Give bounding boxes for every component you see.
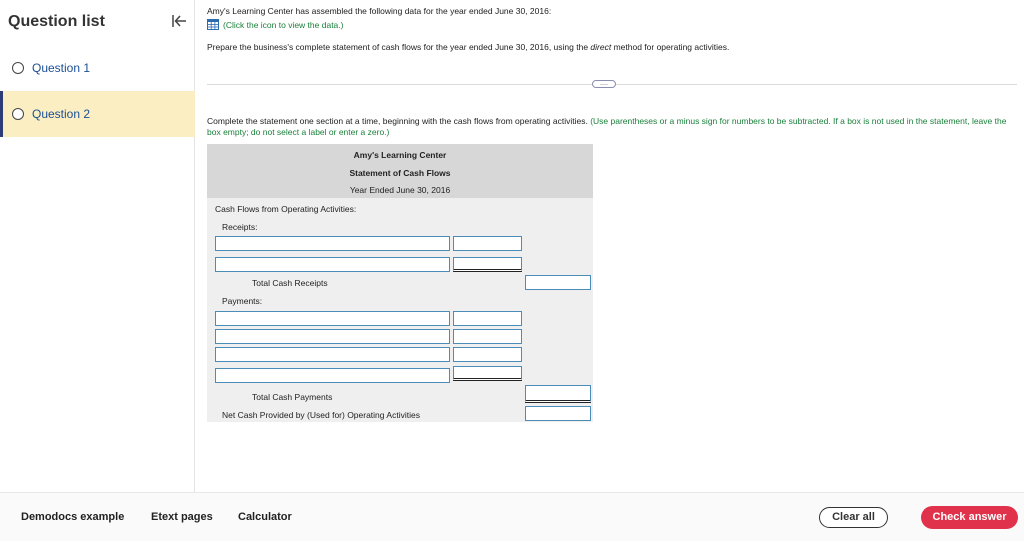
radio-icon	[12, 108, 24, 120]
statement-header	[207, 144, 593, 198]
statement-period: Year Ended June 30, 2016	[349, 185, 451, 195]
sidebar-title: Question list	[8, 13, 105, 30]
payment-3-label-field[interactable]	[215, 347, 450, 362]
expand-handle[interactable]: ....	[592, 80, 616, 88]
payment-1-amount-field[interactable]	[453, 311, 522, 326]
question-intro: Amy's Learning Center has assembled the following data for the year ended June 30, 2016:	[207, 6, 552, 16]
payment-4-label-field[interactable]	[215, 368, 450, 383]
receipt-2-label-field[interactable]	[215, 257, 450, 272]
etext-pages-link[interactable]: Etext pages	[151, 511, 213, 523]
question-list-sidebar	[0, 0, 195, 492]
payment-4-amount-field[interactable]	[453, 366, 522, 381]
total-payments-field[interactable]	[525, 385, 591, 403]
statement-title: Statement of Cash Flows	[349, 168, 451, 178]
payment-2-amount-field[interactable]	[453, 329, 522, 344]
view-data-link[interactable]	[207, 19, 343, 30]
check-answer-button[interactable]: Check answer	[921, 506, 1018, 529]
payments-label: Payments:	[222, 296, 263, 306]
radio-icon	[12, 62, 24, 74]
net-cash-label: Net Cash Provided by (Used for) Operating Activities	[222, 410, 420, 420]
total-payments-label: Total Cash Payments	[252, 392, 333, 402]
question-1-label: Question 1	[32, 61, 91, 75]
table-icon[interactable]	[207, 19, 219, 30]
sidebar-item-question-2[interactable]	[0, 91, 195, 137]
instruction-text: Complete the statement one section at a time, beginning with the cash flows from operating activities.	[207, 116, 591, 126]
payment-2-label-field[interactable]	[215, 329, 450, 344]
prepare-text-b: method for operating activities.	[611, 42, 730, 52]
sidebar-item-question-1[interactable]	[0, 46, 195, 90]
prepare-text-emphasis: direct	[590, 42, 612, 52]
receipt-2-amount-field[interactable]	[453, 257, 522, 272]
answer-instruction	[207, 116, 1012, 138]
clear-all-button[interactable]: Clear all	[819, 507, 888, 528]
calculator-link[interactable]: Calculator	[238, 511, 292, 523]
payment-1-label-field[interactable]	[215, 311, 450, 326]
receipts-label: Receipts:	[222, 222, 258, 232]
receipt-1-label-field[interactable]	[215, 236, 450, 251]
prepare-text-a: Prepare the business's complete statement of cash flows for the year ended June 30, 2016, using the	[207, 42, 591, 52]
bottom-toolbar	[0, 492, 1024, 541]
net-cash-field[interactable]	[525, 406, 591, 421]
total-receipts-label: Total Cash Receipts	[252, 278, 328, 288]
payment-3-amount-field[interactable]	[453, 347, 522, 362]
receipt-1-amount-field[interactable]	[453, 236, 522, 251]
total-receipts-field[interactable]	[525, 275, 591, 290]
demodocs-example-link[interactable]: Demodocs example	[21, 511, 125, 523]
operating-section-label: Cash Flows from Operating Activities:	[215, 204, 357, 214]
collapse-left-icon[interactable]	[170, 12, 188, 30]
prepare-instruction	[207, 42, 729, 52]
cash-flow-statement	[207, 144, 593, 422]
view-data-text[interactable]: (Click the icon to view the data.)	[223, 19, 344, 30]
question-2-label: Question 2	[32, 107, 91, 121]
instruction-note: (Use parentheses or a minus sign for numbers to be subtracted. If a box is not used in the statement, leave the box empty; do not select a label or enter a zero.)	[207, 116, 1007, 137]
statement-company: Amy's Learning Center	[353, 150, 447, 160]
